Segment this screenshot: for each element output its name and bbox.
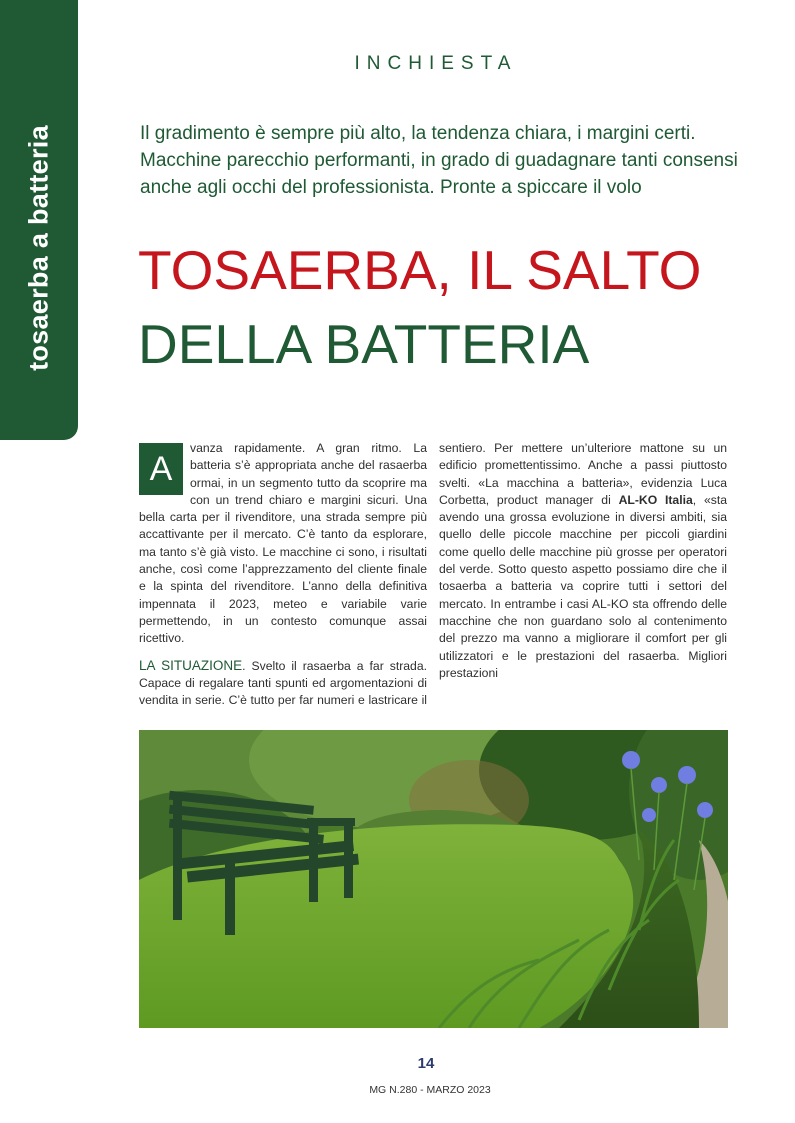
article-paragraph-2: . Svelto il rasaerba a far strada. Capace di regalare tanti spunti ed argomentazioni di vendita in serie. C’è tutto per far numeri e lastricare il <box>139 658 427 708</box>
article-column-right <box>439 440 727 682</box>
brand-name: AL-KO Italia <box>618 492 693 507</box>
article-paragraph-2: sentiero. Per mettere un’ulteriore mattone su un edificio promettentissimo. Anche a passi piuttosto svelti. «La macchina a batteria», evidenzia Luca Corbetta, product manager di <box>439 441 727 507</box>
side-tab-label: tosaerba a batteria <box>23 125 54 371</box>
section-label: INCHIESTA <box>354 53 518 74</box>
article-paragraph-1: vanza rapidamente. A gran ritmo. La batteria s’è appropriata anche del rasaerba ormai, in un segmento tutto da scoprire ma con un trend chiaro e margini sicuri. Una bella carta per il rivenditore, una strada sempre più accattivante per il mercato. C’è tanto da esplorare, ma tanto s’è già visto. Le macchine ci sono, i risultati anche, così come l’apprezzamento del cliente finale e la spinta del rivenditore. L’anno della definitiva impennata il 2023, meteo e variabile varie permettendo, in un contesto comunque assai ricettivo. <box>139 441 427 646</box>
article-column-left <box>139 440 427 709</box>
title-line-1: TOSAERBA, IL SALTO <box>138 239 702 301</box>
issue-info: MG N.280 - MARZO 2023 <box>369 1084 491 1096</box>
garden-bench-lawn-photo <box>139 730 728 1028</box>
section-lead-label: LA SITUAZIONE <box>139 657 243 673</box>
intro-text: Il gradimento è sempre più alto, la tendenza chiara, i margini certi. Macchine parecchio performanti, in grado di guadagnare tanti consensi anche agli occhi del professionista. Pronte a spiccare il volo <box>140 123 738 198</box>
drop-cap: A <box>139 443 183 495</box>
article-paragraph-2-cont: , «sta avendo una grossa evoluzione in diversi ambiti, sia quello delle piccole macchine per piccoli giardini come quello delle macchine più grosse per operatori del verde. Sotto questo aspetto possiamo dire che il tosaerba a batteria va coprire tutti i settori del mercato. In entrambe i casi AL-KO sta offrendo delle macchine che non guardano solo al contenimento del prezzo ma vanno a migliorare il comfort per gli utilizzatori e le prestazioni del rasaerba. Migliori prestazioni <box>439 492 727 680</box>
page-number: 14 <box>417 1055 435 1072</box>
title-line-2: DELLA BATTERIA <box>138 313 590 375</box>
